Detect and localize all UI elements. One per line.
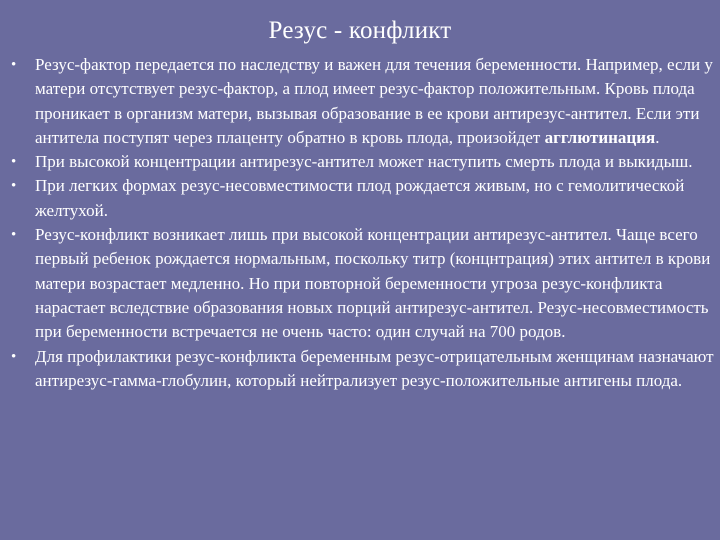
- bullet-text: При легких формах резус-несовместимости плод рождается живым, но с гемолитической желтухой.: [35, 176, 685, 220]
- bullet-item-heredity: [0, 53, 720, 150]
- bold-term: агглютинация: [544, 127, 656, 147]
- bullet-point-icon: •: [11, 57, 17, 73]
- bullet-text: Для профилактики резус-конфликта беременным резус-отрицательным женщинам назначают антирезус-гамма-глобулин, который нейтрализует резус-положительные антигены плода.: [35, 346, 714, 390]
- bullet-point-icon: •: [11, 227, 17, 244]
- slide-title: Резус - конфликт: [268, 17, 452, 44]
- bullet-text: Резус-фактор передается по наследству и важен для течения беременности. Например, если у матери отсутствует резус-фактор, а плод имеет резус-фактор положительным. Кровь плода проникает в организм матери, вызывая образование в ее крови антирезус-антител. Если эти антитела поступят через плаценту обратно в кровь плода, произойдет: [35, 55, 713, 147]
- bullet-item-prophylaxis: [0, 345, 720, 394]
- bullet-text: При высокой концентрации антирезус-антител может наступить смерть плода и выкидыш.: [35, 152, 693, 172]
- bullet-point-icon: •: [11, 154, 17, 171]
- bullet-item-mild-forms: [0, 174, 720, 223]
- bullet-item-concentration: [0, 150, 720, 174]
- bullet-text-end: .: [655, 127, 660, 147]
- bullet-item-conflict: [0, 223, 720, 344]
- bullet-list: [0, 53, 720, 393]
- bullet-point-icon: •: [11, 178, 17, 195]
- bullet-point-icon: •: [11, 348, 17, 365]
- bullet-text: Резус-конфликт возникает лишь при высокой концентрации антирезус-антител. Чаще всего первый ребенок рождается нормальным, поскольку титр (концнтрация) этих антител в крови матери возрастает медленно. Но при повторной беременности угроза резус-конфликта нарастает вследствие образования новых порций антирезус-антител. Резус-несовместимость при беременности встречается не очень часто: один случай на 700 родов.: [35, 225, 711, 342]
